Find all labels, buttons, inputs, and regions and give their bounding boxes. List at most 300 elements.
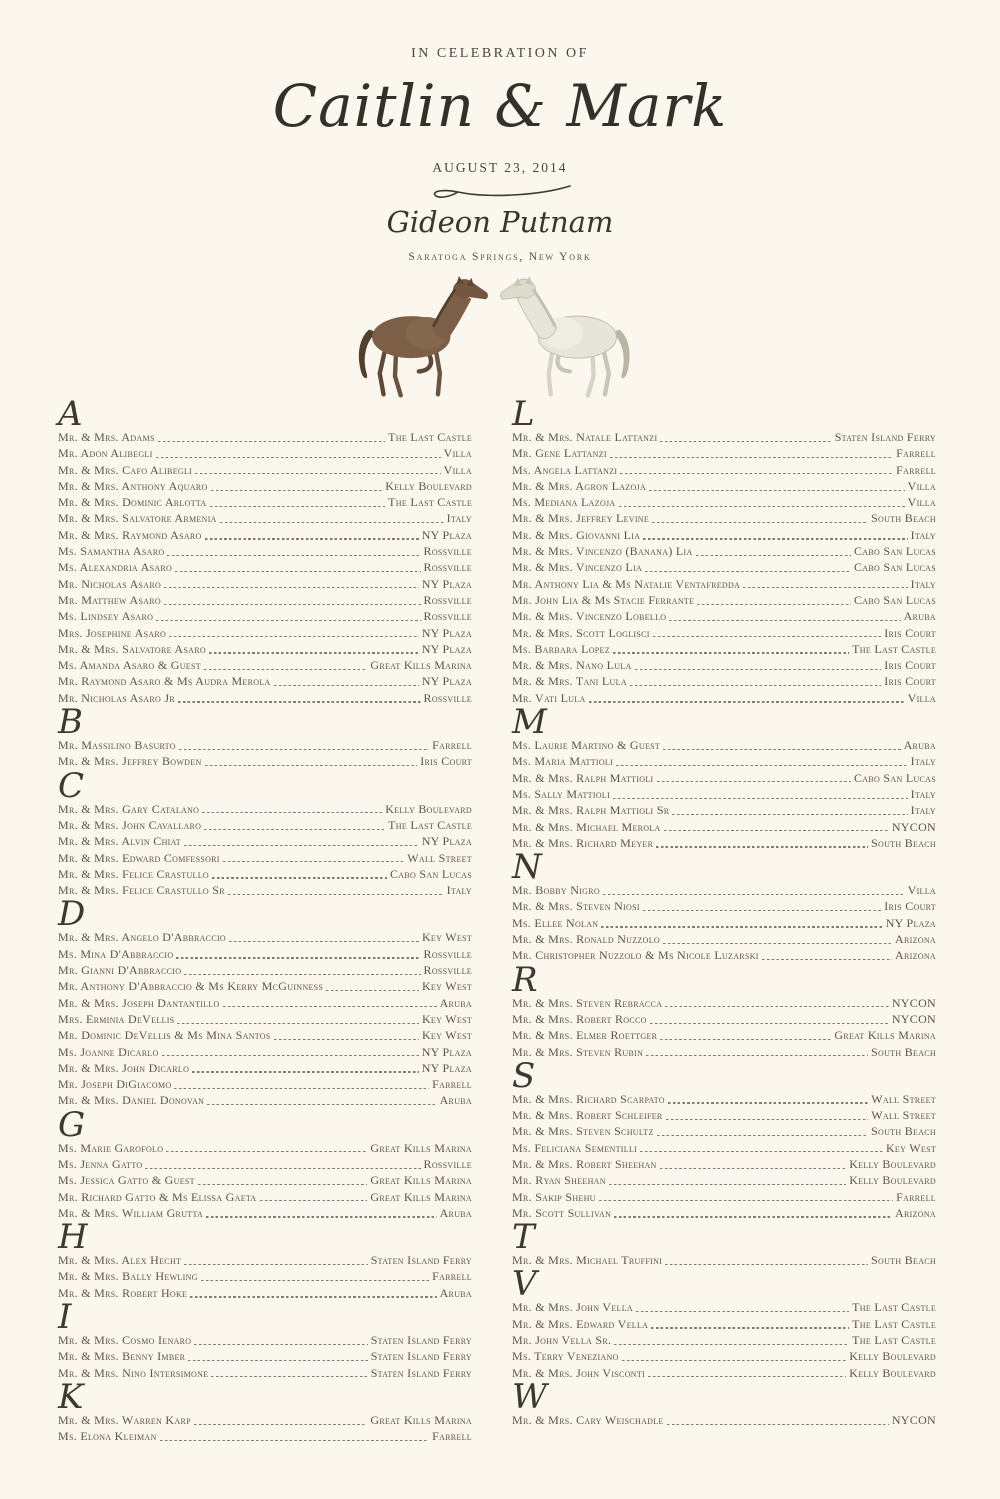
guest-name: Mrs. Erminia DeVellis xyxy=(58,1011,175,1026)
table-name: South Beach xyxy=(871,1124,936,1139)
two-horses-illustration xyxy=(352,276,648,402)
guest-row xyxy=(512,1316,936,1332)
guest-name: Mr. & Mrs. Agron Lazoja xyxy=(512,478,647,493)
guest-name: Mr. Vati Lula xyxy=(512,690,586,705)
guest-row xyxy=(58,1285,472,1301)
guest-row xyxy=(58,801,472,817)
table-name: The Last Castle xyxy=(388,495,472,510)
guest-row xyxy=(512,690,936,706)
guest-name: Mr. & Mrs. Richard Meyer xyxy=(512,835,654,850)
dotted-leader xyxy=(166,1151,367,1152)
section-letter-m: M xyxy=(512,702,547,743)
flourish-divider-icon xyxy=(420,180,580,200)
dotted-leader xyxy=(656,846,868,847)
section-letter-b: B xyxy=(58,702,83,743)
table-name: Cabo San Lucas xyxy=(390,866,472,881)
guest-row xyxy=(58,429,472,445)
dotted-leader xyxy=(207,1104,436,1105)
dotted-leader xyxy=(164,604,421,605)
guest-row xyxy=(58,1332,472,1348)
guest-name: Mr. & Mrs. Gary Catalano xyxy=(58,801,200,816)
dotted-leader xyxy=(164,587,419,588)
dotted-leader xyxy=(589,701,905,702)
guest-row xyxy=(58,1428,472,1444)
table-name: Villa xyxy=(907,690,936,705)
dotted-leader xyxy=(194,1344,367,1345)
guest-name: Ms. Jenna Gatto xyxy=(58,1156,143,1171)
table-name: Farrell xyxy=(432,738,472,753)
dotted-leader xyxy=(651,1327,849,1328)
table-name: NYCON xyxy=(891,995,936,1010)
table-name: Italy xyxy=(910,527,936,542)
guest-name: Mr. & Mrs. Edward Vella xyxy=(512,1316,649,1331)
guest-name: Mr. & Mrs. Joseph Dantantillo xyxy=(58,995,220,1010)
guest-name: Mr. Joseph DiGiacomo xyxy=(58,1077,172,1092)
dotted-leader xyxy=(663,943,892,944)
guest-row xyxy=(58,946,472,962)
guest-row xyxy=(512,527,936,543)
dotted-leader xyxy=(201,1280,429,1281)
dotted-leader xyxy=(650,1023,889,1024)
dotted-leader xyxy=(669,620,900,621)
dotted-leader xyxy=(668,1102,868,1103)
dotted-leader xyxy=(616,765,908,766)
guest-row xyxy=(512,1140,936,1156)
table-name: Iris Court xyxy=(420,754,472,769)
table-name: Cabo San Lucas xyxy=(854,544,936,559)
guest-row xyxy=(58,1189,472,1205)
guest-name: Ms. Ellee Nolan xyxy=(512,915,599,930)
dotted-leader xyxy=(657,781,851,782)
dotted-leader xyxy=(175,571,420,572)
guest-row xyxy=(512,576,936,592)
dotted-leader xyxy=(666,1119,869,1120)
guest-row xyxy=(58,673,472,689)
guest-name: Mr. & Mrs. Steven Rubin xyxy=(512,1044,644,1059)
dotted-leader xyxy=(646,1055,868,1056)
dotted-leader xyxy=(620,473,893,474)
guest-row xyxy=(58,1365,472,1381)
table-name: NYCON xyxy=(891,1412,936,1427)
guest-row xyxy=(58,510,472,526)
dotted-leader xyxy=(657,1135,868,1136)
table-name: The Last Castle xyxy=(852,1316,936,1331)
guest-name: Mr. & Mrs. Felice Crastullo Sr xyxy=(58,883,225,898)
table-name: Great Kills Marina xyxy=(370,658,472,673)
dotted-leader xyxy=(640,1151,883,1152)
guest-name: Mr. & Mrs. Steven Schultz xyxy=(512,1124,654,1139)
dotted-leader xyxy=(636,1311,849,1312)
guest-row xyxy=(58,753,472,769)
table-name: Iris Court xyxy=(884,899,936,914)
section-letter-a: A xyxy=(58,394,83,434)
dotted-leader xyxy=(672,814,907,815)
table-name: NY Plaza xyxy=(421,674,472,689)
table-name: Villa xyxy=(907,478,936,493)
section-letter-w: W xyxy=(512,1376,547,1417)
section-n xyxy=(512,847,936,963)
dotted-leader xyxy=(156,457,441,458)
dotted-leader xyxy=(176,957,420,958)
dotted-leader xyxy=(663,749,900,750)
table-name: South Beach xyxy=(871,835,936,850)
dotted-leader xyxy=(211,1376,367,1377)
guest-row xyxy=(58,592,472,608)
dotted-leader xyxy=(206,1216,437,1217)
guest-row xyxy=(512,1332,936,1348)
guest-name: Ms. Mina D'Abbraccio xyxy=(58,946,174,961)
table-name: Arizona xyxy=(895,932,936,947)
table-name: Staten Island Ferry xyxy=(370,1365,472,1380)
dotted-leader xyxy=(613,652,849,653)
guest-row xyxy=(512,947,936,963)
guest-name: Mr. Dominic DeVellis & Ms Mina Santos xyxy=(58,1028,271,1043)
guest-row xyxy=(58,850,472,866)
section-letter-n: N xyxy=(512,847,542,888)
table-name: Key West xyxy=(885,1140,936,1155)
guest-row xyxy=(58,1268,472,1284)
table-name: The Last Castle xyxy=(852,1333,936,1348)
guest-name: Ms. Mediana Lazoja xyxy=(512,495,616,510)
guest-row xyxy=(58,445,472,461)
guest-name: Mr. Massilino Basurto xyxy=(58,738,176,753)
dotted-leader xyxy=(167,555,420,556)
guest-name: Ms. Feliciana Sementilli xyxy=(512,1140,638,1155)
dotted-leader xyxy=(630,685,881,686)
guest-name: Ms. Barbara Lopez xyxy=(512,641,610,656)
table-name: Italy xyxy=(446,883,472,898)
table-name: Staten Island Ferry xyxy=(370,1333,472,1348)
table-name: Great Kills Marina xyxy=(370,1412,472,1427)
guest-row xyxy=(58,690,472,706)
table-name: Rossville xyxy=(423,560,472,575)
dotted-leader xyxy=(609,1184,846,1185)
table-name: NY Plaza xyxy=(885,915,936,930)
guest-name: Mr. Nicholas Asaro Jr xyxy=(58,690,175,705)
guest-row xyxy=(512,915,936,931)
guest-name: Mr. & Mrs. Vincenzo Lia xyxy=(512,560,643,575)
guest-name: Mr. & Mrs. Ralph Mattioli xyxy=(512,770,654,785)
guest-column-left xyxy=(58,394,472,1445)
table-name: Aruba xyxy=(439,1285,472,1300)
section-letter-t: T xyxy=(512,1217,535,1258)
guest-name: Mrs. Josephine Asaro xyxy=(58,625,167,640)
table-name: NY Plaza xyxy=(421,576,472,591)
guest-name: Ms. Elona Kleiman xyxy=(58,1429,157,1444)
dotted-leader xyxy=(158,441,385,442)
section-t xyxy=(512,1217,936,1268)
table-name: Wall Street xyxy=(407,850,472,865)
guest-name: Mr. & Mrs. Michael Merola xyxy=(512,819,661,834)
guest-name: Mr. Scott Sullivan xyxy=(512,1205,612,1220)
section-letter-d: D xyxy=(58,894,86,935)
table-name: The Last Castle xyxy=(852,641,936,656)
table-name: Aruba xyxy=(903,609,936,624)
guest-name: Mr. & Mrs. Daniel Donovan xyxy=(58,1093,205,1108)
dotted-leader xyxy=(614,1344,849,1345)
dotted-leader xyxy=(192,1071,419,1072)
table-name: Farrell xyxy=(896,1189,936,1204)
guest-row xyxy=(58,576,472,592)
section-letter-v: V xyxy=(512,1264,537,1305)
guest-name: Mr. Matthew Asaro xyxy=(58,592,161,607)
guest-row xyxy=(58,1252,472,1268)
table-name: Arizona xyxy=(895,1205,936,1220)
table-name: Key West xyxy=(421,930,472,945)
guest-name: Mr. Anthony D'Abbraccio & Ms Kerry McGuinness xyxy=(58,979,324,994)
table-name: Great Kills Marina xyxy=(370,1140,472,1155)
guest-row xyxy=(512,770,936,786)
dotted-leader xyxy=(648,1376,846,1377)
section-letter-c: C xyxy=(58,765,85,806)
table-name: Great Kills Marina xyxy=(370,1189,472,1204)
guest-row xyxy=(58,478,472,494)
guest-name: Mr. & Mrs. John Cavallaro xyxy=(58,817,202,832)
guest-name: Mr. & Mrs. Felice Crastullo xyxy=(58,866,210,881)
dotted-leader xyxy=(205,538,419,539)
guest-name: Mr. & Mrs. Adams xyxy=(58,430,155,444)
table-name: Italy xyxy=(910,754,936,769)
guest-name: Mr. & Mrs. Nino Intersimone xyxy=(58,1365,209,1380)
guest-name: Mr. & Mrs. Edward Comfessori xyxy=(58,850,220,865)
guest-row xyxy=(58,543,472,559)
dotted-leader xyxy=(667,1424,889,1425)
guest-row xyxy=(512,559,936,575)
guest-name: Mr. & Mrs. Robert Rocco xyxy=(512,1011,647,1026)
guest-row xyxy=(512,819,936,835)
guest-row xyxy=(58,1156,472,1172)
dotted-leader xyxy=(743,587,907,588)
table-name: Farrell xyxy=(896,462,936,477)
guest-name: Mr. & Mrs. Giovanni Lia xyxy=(512,527,641,542)
section-a xyxy=(58,394,472,706)
dotted-leader xyxy=(198,1184,368,1185)
table-name: Rossville xyxy=(423,946,472,961)
dotted-leader xyxy=(184,845,419,846)
venue-location: Saratoga Springs, New York xyxy=(408,251,592,263)
table-name: The Last Castle xyxy=(388,817,472,832)
table-name: Italy xyxy=(446,511,472,526)
table-name: Rossville xyxy=(423,963,472,978)
table-name: Aruba xyxy=(439,1093,472,1108)
dotted-leader xyxy=(762,959,892,960)
guest-name: Mr. & Mrs. Raymond Asaro xyxy=(58,527,202,542)
guest-name: Mr. & Mrs. Scott Loglisci xyxy=(512,625,650,640)
dotted-leader xyxy=(204,669,367,670)
dotted-leader xyxy=(228,894,444,895)
guest-name: Mr. & Mrs. Dominic Arlotta xyxy=(58,495,207,510)
guest-name: Ms. Maria Mattioli xyxy=(512,754,614,769)
guest-name: Mr. & Mrs. Warren Karp xyxy=(58,1412,191,1427)
table-name: Aruba xyxy=(439,1205,472,1220)
guest-name: Ms. Sally Mattioli xyxy=(512,786,611,801)
guest-name: Mr. & Mrs. Natale Lattanzi xyxy=(512,430,658,444)
guest-name: Mr. & Mrs. Salvatore Asaro xyxy=(58,641,206,656)
guest-name: Mr. Gianni D'Abbraccio xyxy=(58,963,182,978)
table-name: Italy xyxy=(910,786,936,801)
guest-name: Mr. John Vella Sr. xyxy=(512,1333,612,1348)
guest-row xyxy=(512,1189,936,1205)
guest-name: Ms. Jessica Gatto & Guest xyxy=(58,1173,195,1188)
guest-name: Mr. & Mrs. Richard Scarpato xyxy=(512,1091,665,1106)
dotted-leader xyxy=(326,990,419,991)
guest-name: Mr. & Mrs. Bally Hewling xyxy=(58,1269,198,1284)
dotted-leader xyxy=(274,1039,419,1040)
table-name: Villa xyxy=(907,883,936,898)
table-name: Italy xyxy=(910,803,936,818)
table-name: Great Kills Marina xyxy=(370,1173,472,1188)
eyebrow-text: IN CELEBRATION OF xyxy=(411,46,589,61)
guest-name: Ms. Laurie Martino & Guest xyxy=(512,738,661,753)
guest-name: Mr. & Mrs. Cosmo Ienaro xyxy=(58,1333,192,1348)
guest-row xyxy=(58,1172,472,1188)
dotted-leader xyxy=(188,1360,367,1361)
guest-row xyxy=(512,1252,936,1268)
guest-name: Mr. Raymond Asaro & Ms Audra Merola xyxy=(58,674,271,689)
guest-row xyxy=(58,1060,472,1076)
table-name: Villa xyxy=(907,495,936,510)
guest-row xyxy=(512,1044,936,1060)
guest-name: Ms. Marie Garofolo xyxy=(58,1140,164,1155)
dotted-leader xyxy=(190,1296,436,1297)
guest-name: Mr. & Mrs. Nano Lula xyxy=(512,658,632,673)
dotted-leader xyxy=(664,830,889,831)
guest-row xyxy=(58,494,472,510)
guest-row xyxy=(58,1027,472,1043)
guest-row xyxy=(58,1092,472,1108)
guest-row xyxy=(58,641,472,657)
section-l xyxy=(512,394,936,706)
guest-name: Ms. Joanne Dicarlo xyxy=(58,1044,159,1059)
dotted-leader xyxy=(619,506,905,507)
guest-row xyxy=(58,657,472,673)
guest-row xyxy=(512,641,936,657)
table-name: Iris Court xyxy=(884,658,936,673)
guest-name: Ms. Samantha Asaro xyxy=(58,544,165,559)
dotted-leader xyxy=(696,555,851,556)
table-name: Kelly Boulevard xyxy=(385,478,472,493)
dotted-leader xyxy=(178,701,421,702)
table-name: Arizona xyxy=(895,948,936,963)
guest-name: Mr. Bobby Nigro xyxy=(512,883,600,898)
guest-row xyxy=(58,929,472,945)
guest-name: Mr. Christopher Nuzzolo & Ms Nicole Luzarski xyxy=(512,948,759,963)
guest-row xyxy=(512,592,936,608)
table-name: NYCON xyxy=(891,819,936,834)
guest-row xyxy=(512,1156,936,1172)
table-name: NY Plaza xyxy=(421,1044,472,1059)
section-k xyxy=(58,1376,472,1445)
guest-name: Ms. Terry Veneziano xyxy=(512,1349,619,1364)
guest-row xyxy=(512,494,936,510)
section-letter-r: R xyxy=(512,959,538,1000)
guest-row xyxy=(58,962,472,978)
section-letter-g: G xyxy=(58,1104,86,1145)
guest-row xyxy=(512,786,936,802)
section-letter-l: L xyxy=(512,394,535,434)
guest-row xyxy=(58,1140,472,1156)
section-letter-h: H xyxy=(58,1217,88,1258)
table-name: NYCON xyxy=(891,1011,936,1026)
guest-name: Mr. & Mrs. Robert Sheehan xyxy=(512,1156,657,1171)
guest-column-right xyxy=(512,394,936,1428)
dotted-leader xyxy=(205,765,418,766)
guest-name: Mr. & Mrs. Cafo Alibegli xyxy=(58,462,193,477)
guest-name: Mr. & Mrs. Jeffrey Bowden xyxy=(58,754,202,769)
table-name: NY Plaza xyxy=(421,641,472,656)
guest-name: Mr. John Lia & Ms Stacie Ferrante xyxy=(512,592,695,607)
table-name: Aruba xyxy=(903,738,936,753)
dotted-leader xyxy=(643,538,907,539)
table-name: Key West xyxy=(421,1028,472,1043)
guest-name: Mr. & Mrs. John Dicarlo xyxy=(58,1060,190,1075)
table-name: Iris Court xyxy=(884,674,936,689)
guest-row xyxy=(512,510,936,526)
guest-name: Mr. & Mrs. Robert Schleifer xyxy=(512,1108,663,1123)
section-letter-s: S xyxy=(512,1055,536,1096)
dotted-leader xyxy=(274,685,419,686)
guest-row xyxy=(58,1348,472,1364)
table-name: Staten Island Ferry xyxy=(370,1253,472,1268)
dotted-leader xyxy=(665,1264,868,1265)
table-name: South Beach xyxy=(871,1044,936,1059)
guest-row xyxy=(512,462,936,478)
dotted-leader xyxy=(635,669,882,670)
guest-row xyxy=(58,608,472,624)
section-w xyxy=(512,1376,936,1428)
dotted-leader xyxy=(660,1039,831,1040)
guest-name: Mr. & Mrs. Ralph Mattioli Sr xyxy=(512,803,670,818)
guest-row xyxy=(512,1365,936,1381)
dotted-leader xyxy=(210,506,386,507)
guest-row xyxy=(58,1076,472,1092)
table-name: NY Plaza xyxy=(421,834,472,849)
guest-name: Mr. Ryan Sheehan xyxy=(512,1173,606,1188)
dotted-leader xyxy=(643,910,881,911)
section-v xyxy=(512,1264,936,1380)
dotted-leader xyxy=(610,457,893,458)
section-c xyxy=(58,765,472,899)
section-i xyxy=(58,1297,472,1381)
dotted-leader xyxy=(177,1023,419,1024)
table-name: Wall Street xyxy=(871,1091,936,1106)
table-name: Iris Court xyxy=(884,625,936,640)
dotted-leader xyxy=(649,490,905,491)
guest-row xyxy=(58,833,472,849)
dotted-leader xyxy=(162,1055,419,1056)
table-name: South Beach xyxy=(871,511,936,526)
guest-name: Mr. & Mrs. William Grutta xyxy=(58,1205,204,1220)
dotted-leader xyxy=(697,604,851,605)
table-name: Farrell xyxy=(432,1429,472,1444)
table-name: Farrell xyxy=(432,1077,472,1092)
dotted-leader xyxy=(156,620,420,621)
guest-row xyxy=(58,995,472,1011)
dotted-leader xyxy=(174,1088,429,1089)
guest-name: Mr. & Mrs. Anthony Aquaro xyxy=(58,478,208,493)
guest-row xyxy=(512,1011,936,1027)
dotted-leader xyxy=(665,1006,889,1007)
table-name: Kelly Boulevard xyxy=(849,1156,936,1171)
guest-row xyxy=(512,657,936,673)
guest-row xyxy=(512,478,936,494)
guest-name: Mr. Adon Alibegli xyxy=(58,446,153,461)
guest-row xyxy=(58,1412,472,1428)
guest-row xyxy=(512,429,936,445)
section-g xyxy=(58,1104,472,1221)
guest-row xyxy=(512,1348,936,1364)
guest-name: Mr. & Mrs. Alex Hecht xyxy=(58,1253,182,1268)
